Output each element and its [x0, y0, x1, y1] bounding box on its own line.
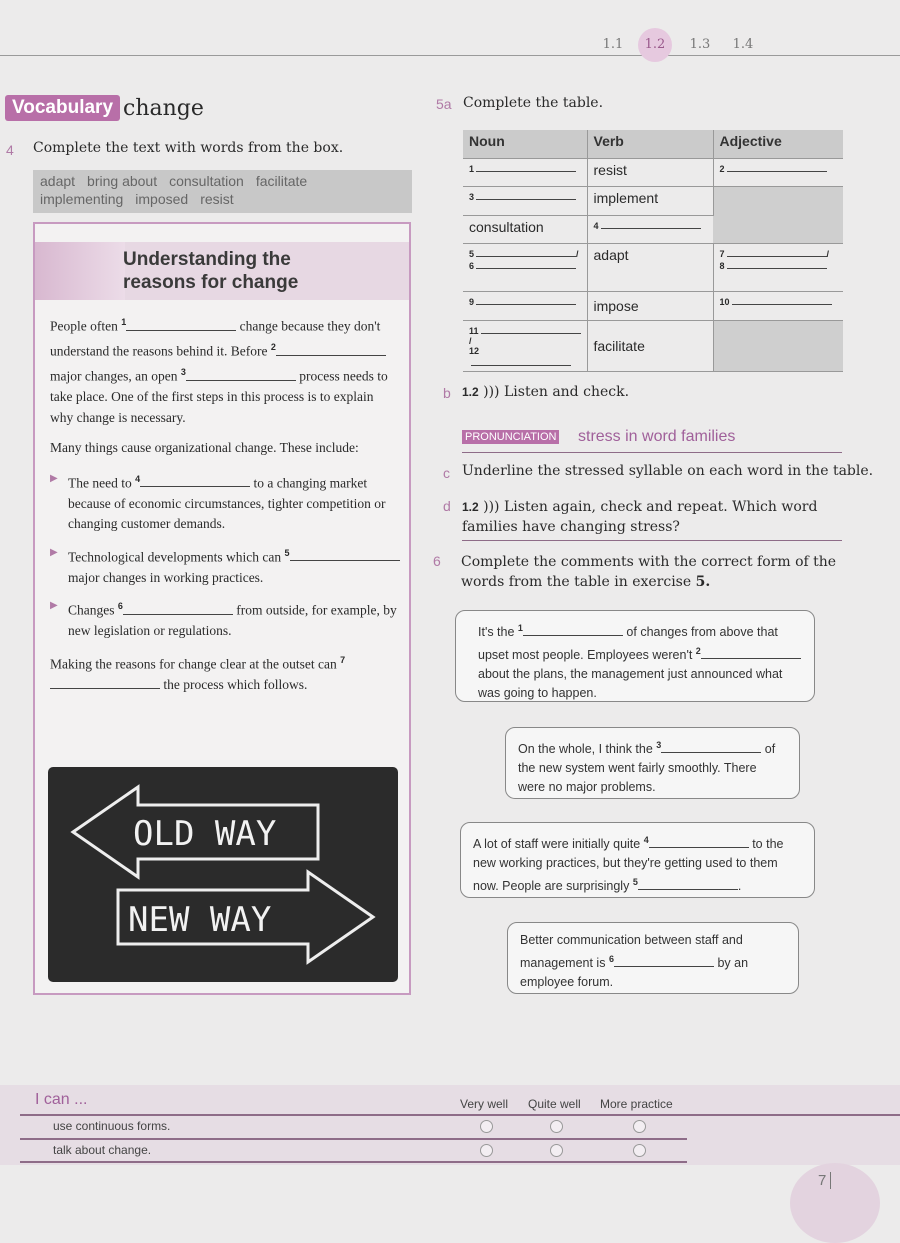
exercise-instruction: Complete the table.: [463, 95, 604, 111]
blank[interactable]: [701, 647, 801, 659]
speech-bubble: Better communication between staff and management is $^6$ by an employee forum.: [507, 922, 799, 994]
exercise-letter: b: [443, 385, 451, 401]
page-number: 7: [818, 1172, 831, 1189]
paragraph: Many things cause organizational change. These include:: [50, 440, 359, 455]
cell: impose: [587, 291, 713, 320]
can-do-statement: talk about change.: [53, 1143, 152, 1157]
cell: adapt: [587, 243, 713, 291]
radio-very-well[interactable]: [480, 1144, 493, 1157]
pronunciation-title: stress in word families: [578, 428, 736, 445]
section-title: change: [123, 96, 204, 121]
radio-very-well[interactable]: [480, 1120, 493, 1133]
divider: [20, 1114, 900, 1116]
col-very-well: Very well: [460, 1097, 509, 1111]
divider: [20, 1138, 687, 1140]
exercise-instruction: Underline the stressed syllable on each word in the table.: [462, 463, 874, 479]
cell: implement: [587, 186, 713, 215]
bullet-item: ▶ Technological developments which can $^5$ major changes in working practices.: [50, 543, 400, 589]
col-more-practice: More practice: [600, 1097, 673, 1111]
blank[interactable]: [661, 741, 761, 753]
radio-more-practice[interactable]: [633, 1144, 646, 1157]
old-way-text: OLD WAY: [133, 814, 277, 854]
col-header: Verb: [587, 130, 713, 158]
blank-cell[interactable]: 3: [463, 186, 587, 215]
new-way-text: NEW WAY: [128, 900, 272, 940]
word-box: [33, 170, 412, 213]
col-quite-well: Quite well: [528, 1097, 581, 1111]
speech-bubble: A lot of staff were initially quite $^4$ to the new working practices, but they're getting used to them now. People are surprisingly $^5$ .: [460, 822, 815, 898]
shaded-cell: [713, 320, 843, 371]
exercise-letter: c: [443, 465, 450, 481]
blank[interactable]: [140, 475, 250, 487]
paragraph: Making the reasons for change clear at the outset can $^7$ the process which follows.: [50, 654, 346, 692]
word: facilitate: [255, 173, 308, 189]
divider: [462, 540, 842, 541]
audio-track[interactable]: 1.2: [462, 385, 479, 399]
cell: resist: [587, 158, 713, 186]
tab-1-3[interactable]: 1.3: [689, 37, 711, 52]
exercise-instruction: 1.2 ))) Listen again, check and repeat. Which word families have changing stress?: [462, 499, 818, 535]
exercise-instruction: Complete the text with words from the box.: [33, 140, 344, 156]
self-assessment-title: I can ...: [35, 1091, 88, 1108]
col-header: Adjective: [713, 130, 843, 158]
tab-1-2[interactable]: 1.2: [638, 28, 672, 62]
blank-cell[interactable]: 7 / 8: [713, 243, 843, 291]
col-header: Noun: [463, 130, 587, 158]
exercise-number: 4: [6, 142, 14, 158]
cell: facilitate: [587, 320, 713, 371]
exercise-instruction: Complete the comments with the correct form of the words from the table in exercise 5.: [461, 554, 837, 590]
divider: [20, 1161, 687, 1163]
blank[interactable]: [50, 677, 160, 689]
blank[interactable]: [186, 369, 296, 381]
word: implementing: [40, 191, 124, 207]
blank-cell[interactable]: 1: [463, 158, 587, 186]
blank-cell[interactable]: 5 / 6: [463, 243, 587, 291]
blank-cell[interactable]: 10: [713, 291, 843, 320]
paragraph: People often $^1$ change because they don't understand the reasons behind it. Before $^2$ major changes, an open $^3$ process needs to take place. One of the first steps in this process is to explain why change is necessary.: [50, 317, 388, 425]
exercise-instruction: 1.2 ))) Listen and check.: [462, 384, 630, 400]
divider: [462, 452, 842, 453]
radio-quite-well[interactable]: [550, 1144, 563, 1157]
blank-cell[interactable]: 11/ 12: [463, 320, 587, 371]
exercise-letter: d: [443, 498, 451, 514]
article-title: Understanding the reasons for change: [123, 249, 299, 293]
blank-cell[interactable]: 9: [463, 291, 587, 320]
blank[interactable]: [290, 549, 400, 561]
can-do-statement: use continuous forms.: [53, 1119, 171, 1133]
section-badge: Vocabulary: [5, 95, 120, 121]
exercise-number: 5a: [436, 96, 452, 112]
word: bring about: [87, 173, 158, 189]
word: adapt: [40, 173, 76, 189]
article-header: [35, 242, 409, 300]
speech-bubble: On the whole, I think the $^3$ of the new system went fairly smoothly. There were no major problems.: [505, 727, 800, 799]
word-family-table: [463, 130, 843, 372]
blank[interactable]: [126, 319, 236, 331]
radio-quite-well[interactable]: [550, 1120, 563, 1133]
blank-cell[interactable]: 4: [587, 215, 713, 243]
blank[interactable]: [123, 603, 233, 615]
article-panel: [33, 222, 411, 995]
tab-1-1[interactable]: 1.1: [602, 37, 624, 52]
audio-icon: ))): [478, 499, 504, 515]
speech-bubble: It's the $^1$ of changes from above that upset most people. Employees weren't $^2$ about the plans, the management just announced what was going to happen.: [455, 610, 815, 702]
exercise-number: 6: [433, 553, 441, 569]
article-body: [50, 312, 400, 705]
audio-icon: ))): [478, 384, 504, 400]
blank[interactable]: [638, 878, 738, 890]
bullet-item: ▶ Changes $^6$ from outside, for example, by new legislation or regulations.: [50, 596, 400, 642]
chevron-icon: [35, 242, 125, 300]
tab-1-4[interactable]: 1.4: [732, 37, 754, 52]
blank[interactable]: [649, 836, 749, 848]
blank[interactable]: [523, 624, 623, 636]
shaded-cell: [713, 186, 843, 243]
arrows-illustration: [48, 767, 398, 982]
blank-cell[interactable]: 2: [713, 158, 843, 186]
word: imposed: [135, 191, 189, 207]
word: resist: [200, 191, 234, 207]
chalkboard-photo: [48, 767, 398, 982]
word: consultation: [169, 173, 244, 189]
audio-track[interactable]: 1.2: [462, 500, 479, 514]
pronunciation-badge: PRONUNCIATION: [462, 430, 559, 444]
header-rule: [0, 55, 900, 56]
page-number-circle: [790, 1163, 880, 1243]
bullet-item: ▶ The need to $^4$ to a changing market because of economic circumstances, tighter competition or changing customer demands.: [50, 469, 400, 535]
cell: consultation: [463, 215, 587, 243]
radio-more-practice[interactable]: [633, 1120, 646, 1133]
blank[interactable]: [614, 955, 714, 967]
blank[interactable]: [276, 344, 386, 356]
